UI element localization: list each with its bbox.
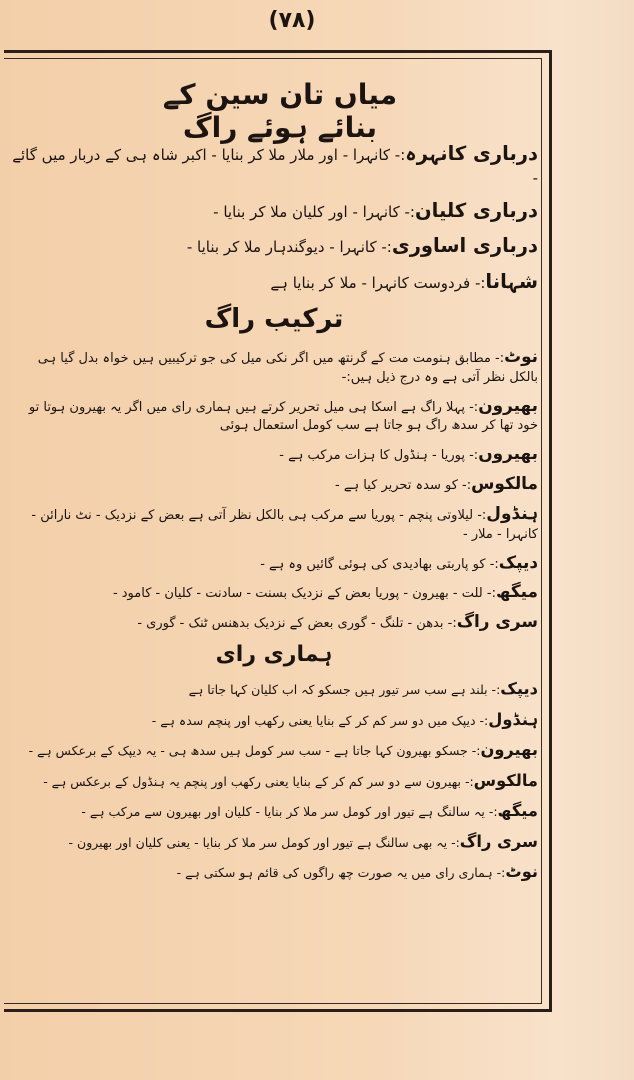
entry-line xyxy=(10,471,538,496)
entry-line xyxy=(10,441,538,466)
entry-line xyxy=(10,708,538,732)
entry-term: مالکوس xyxy=(473,770,538,790)
entry-line xyxy=(10,550,538,575)
entry-text: :- پہلا راگ ہے اسکا ہی میل تحریر کرتے ہیں ہماری رای میں اگر یہ بھیرون ہوتا تو خود تھا کر سدھ راگ ہو جاتا ہے سب کومل استعمال ہوئی xyxy=(28,399,538,434)
entry-line xyxy=(10,268,538,296)
entry-text: :- للت - بھیرون - پوریا بعض کے نزدیک بسنت - سادنت - کلیان - کامود - xyxy=(112,586,496,602)
section-tarkeeb-raag xyxy=(10,344,538,634)
entry-term: میگھ xyxy=(495,581,538,602)
entry-text: :- فردوست کانہرا - ملا کر بنایا ہے xyxy=(270,273,486,292)
entry-term: نوٹ xyxy=(505,862,538,882)
entry-line xyxy=(10,769,538,793)
entry-term: سری راگ xyxy=(459,831,538,851)
entry-line xyxy=(10,344,538,388)
section-heading-hamari-rai: ہماری رای xyxy=(215,642,333,668)
entry-term: مالکوس xyxy=(471,473,538,494)
entry-term: بھیرون xyxy=(480,740,538,760)
entry-text: :- یہ بھی سالنگ ہے تیور اور کومل سر ملا کر بنایا - یعنی کلیان اور بھیرون - xyxy=(68,834,460,850)
entry-text: :- بدھن - تلنگ - گوری بعض کے نزدیک بدھنس ٹنک - گوری - xyxy=(137,616,457,632)
entry-term: درباری کانہرہ xyxy=(405,142,538,165)
entry-text: :- کانہرا - اور کلیان ملا کر بنایا - xyxy=(213,203,415,222)
entry-term: سری راگ xyxy=(456,611,538,632)
entry-term: ہنڈول xyxy=(488,709,538,729)
entry-text: :- دیپک میں دو سر کم کر کے بنایا یعنی رکھب اور پنچم سدہ ہے - xyxy=(151,712,489,728)
entry-line xyxy=(10,860,538,884)
entry-line xyxy=(10,579,538,604)
entry-text: :- مطابق ہنومت مت کے گرنتھ میں اگر نکی میل کی جو ترکیبیں ہیں خواہ بدل گیا ہی بالکل نظر آتی ہے وہ درج ذیل ہیں:- xyxy=(37,350,538,385)
entry-line xyxy=(10,799,538,823)
entry-line xyxy=(10,197,538,225)
entry-line xyxy=(10,738,538,762)
entry-line xyxy=(10,609,538,634)
entry-term: میگھ xyxy=(497,801,538,821)
entry-term: بھیرون xyxy=(478,394,538,415)
entry-text: :- کانہرا - دیوگندہار ملا کر بنایا - xyxy=(186,238,392,257)
entry-term: بھیروں xyxy=(478,443,538,464)
entry-term: ہنڈول xyxy=(486,502,538,523)
entry-text: :- ہماری رای میں یہ صورت چھ راگوں کی قائم ہو سکتی ہے - xyxy=(176,865,506,881)
entry-text: :- یہ سالنگ ہے تیور اور کومل سر ملا کر بنایا - کلیان اور بھیرون سے مرکب ہے - xyxy=(81,804,498,820)
entry-term: نوٹ xyxy=(504,345,538,366)
entry-text: :- پوریا - ہنڈول کا ہزات مرکب ہے - xyxy=(279,448,479,464)
page-title: میاں تان سین کے بنائے ہوئے راگ xyxy=(162,78,398,144)
entry-text: :- کو سدہ تحریر کیا ہے - xyxy=(335,478,472,494)
entry-text: :- بھیرون سے دو سر کم کر کے بنایا یعنی رکھب اور پنچم یہ ہنڈول کے برعکس ہے - xyxy=(43,773,474,789)
section-heading-tarkeeb-raag: ترکیب راگ xyxy=(204,303,344,334)
section-hamari-rai xyxy=(10,677,538,884)
entry-term: درباری اساوری xyxy=(391,234,538,258)
entry-text: :- کو پاربتی بھادیدی کی ہوئی گائیں وہ ہے - xyxy=(260,556,499,572)
entry-term: شہانا xyxy=(485,269,538,293)
entry-term: درباری کلیان xyxy=(415,199,538,223)
entry-text: :- جسکو بھیرون کہا جاتا ہے - سب سر کومل ہیں سدھ ہی - یہ دیپک کے برعکس ہے - xyxy=(28,743,481,759)
entry-line xyxy=(10,677,538,701)
entry-line xyxy=(10,232,538,260)
entry-line xyxy=(10,393,538,437)
entry-line xyxy=(10,830,538,854)
entry-text: :- بلند ہے سب سر تیور ہیں جسکو کہ اب کلیان کہا جاتا ہے xyxy=(188,682,501,698)
entry-text: :- کانہرا - اور ملار ملا کر بنایا - اکبر شاہ ہی کے دربار میں گائے - xyxy=(12,146,538,188)
entry-term: دیپک xyxy=(500,679,538,699)
entry-text: :- لیلاوتی پنچم - پوریا سے مرکب ہی بالکل نظر آتی ہے بعض کے نزدیک - نٹ نارائن - کانہرا - ملار - xyxy=(31,507,538,542)
entry-term: دیپک xyxy=(498,551,538,572)
page-number: (۷۸) xyxy=(268,8,316,33)
entry-line xyxy=(10,140,538,190)
section-tansen-raags xyxy=(10,140,538,296)
page-body xyxy=(10,140,538,891)
entry-line xyxy=(10,501,538,545)
